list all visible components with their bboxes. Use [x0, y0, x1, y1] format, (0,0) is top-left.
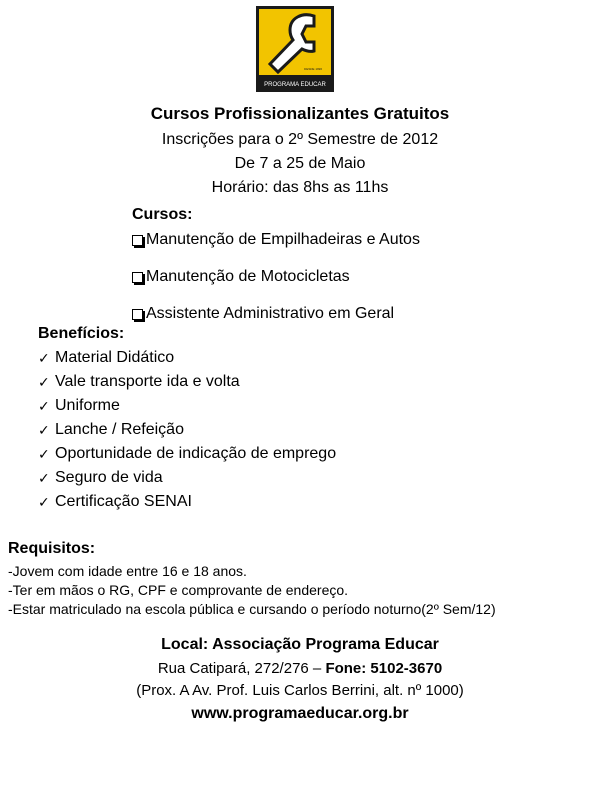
- logo: [256, 6, 334, 92]
- benefit-item: [38, 370, 336, 394]
- requirement-item: -Ter em mãos o RG, CPF e comprovante de endereço.: [8, 582, 349, 598]
- courses-section: [132, 206, 420, 341]
- wrench-logo-icon: [256, 6, 334, 92]
- benefit-label: Seguro de vida: [55, 469, 163, 486]
- course-item: [132, 304, 420, 324]
- requirements-section: [8, 540, 496, 619]
- benefit-item: [38, 418, 336, 442]
- checkmark-icon: ✓: [38, 397, 50, 414]
- requirement-item: -Estar matriculado na escola pública e cursando o período noturno(2º Sem/12): [8, 601, 496, 617]
- course-label: Manutenção de Motocicletas: [146, 268, 350, 285]
- course-label: Manutenção de Empilhadeiras e Autos: [146, 231, 420, 248]
- phone: Fone: 5102-3670: [325, 660, 443, 677]
- checkbox-icon: [132, 235, 143, 246]
- checkbox-icon: [132, 272, 143, 283]
- enrollment-hours: Horário: das 8hs as 11hs: [211, 179, 389, 196]
- checkmark-icon: ✓: [38, 469, 50, 486]
- enrollment-dates: De 7 a 25 de Maio: [234, 155, 366, 172]
- checkmark-icon: ✓: [38, 493, 50, 510]
- course-item: [132, 267, 420, 287]
- benefit-label: Material Didático: [55, 349, 175, 366]
- address-line: [0, 658, 600, 680]
- checkmark-icon: ✓: [38, 373, 50, 390]
- header: [0, 104, 600, 200]
- benefit-label: Oportunidade de indicação de emprego: [55, 445, 337, 462]
- footer: [0, 636, 600, 726]
- benefit-label: Lanche / Refeição: [55, 421, 184, 438]
- benefit-item: [38, 346, 336, 370]
- benefit-label: Certificação SENAI: [55, 493, 192, 510]
- enrollment-period: Inscrições para o 2º Semestre de 2012: [161, 131, 439, 148]
- course-item: [132, 230, 420, 250]
- address: Rua Catipará, 272/276 –: [157, 660, 326, 677]
- benefit-item: [38, 442, 336, 466]
- checkmark-icon: ✓: [38, 421, 50, 438]
- requirements-label: Requisitos:: [8, 540, 96, 557]
- checkmark-icon: ✓: [38, 445, 50, 462]
- benefit-item: [38, 490, 336, 514]
- benefits-label: Benefícios:: [38, 325, 125, 342]
- logo-tagline: DESDE 1996: [304, 67, 322, 71]
- requirement-item: -Jovem com idade entre 16 e 18 anos.: [8, 563, 247, 579]
- course-label: Assistente Administrativo em Geral: [146, 305, 395, 322]
- page-title: Cursos Profissionalizantes Gratuitos: [150, 104, 450, 123]
- checkmark-icon: ✓: [38, 349, 50, 366]
- benefit-label: Vale transporte ida e volta: [55, 373, 240, 390]
- benefit-item: [38, 394, 336, 418]
- checkbox-icon: [132, 309, 143, 320]
- courses-label: Cursos:: [132, 206, 193, 223]
- website-link[interactable]: www.programaeducar.org.br: [191, 705, 409, 722]
- address-reference: (Prox. A Av. Prof. Luis Carlos Berrini, alt. nº 1000): [136, 682, 464, 699]
- benefit-label: Uniforme: [55, 397, 120, 414]
- benefits-section: [38, 325, 336, 514]
- logo-brand: PROGRAMA EDUCAR: [264, 82, 326, 88]
- location-title: Local: Associação Programa Educar: [161, 636, 439, 653]
- benefit-item: [38, 466, 336, 490]
